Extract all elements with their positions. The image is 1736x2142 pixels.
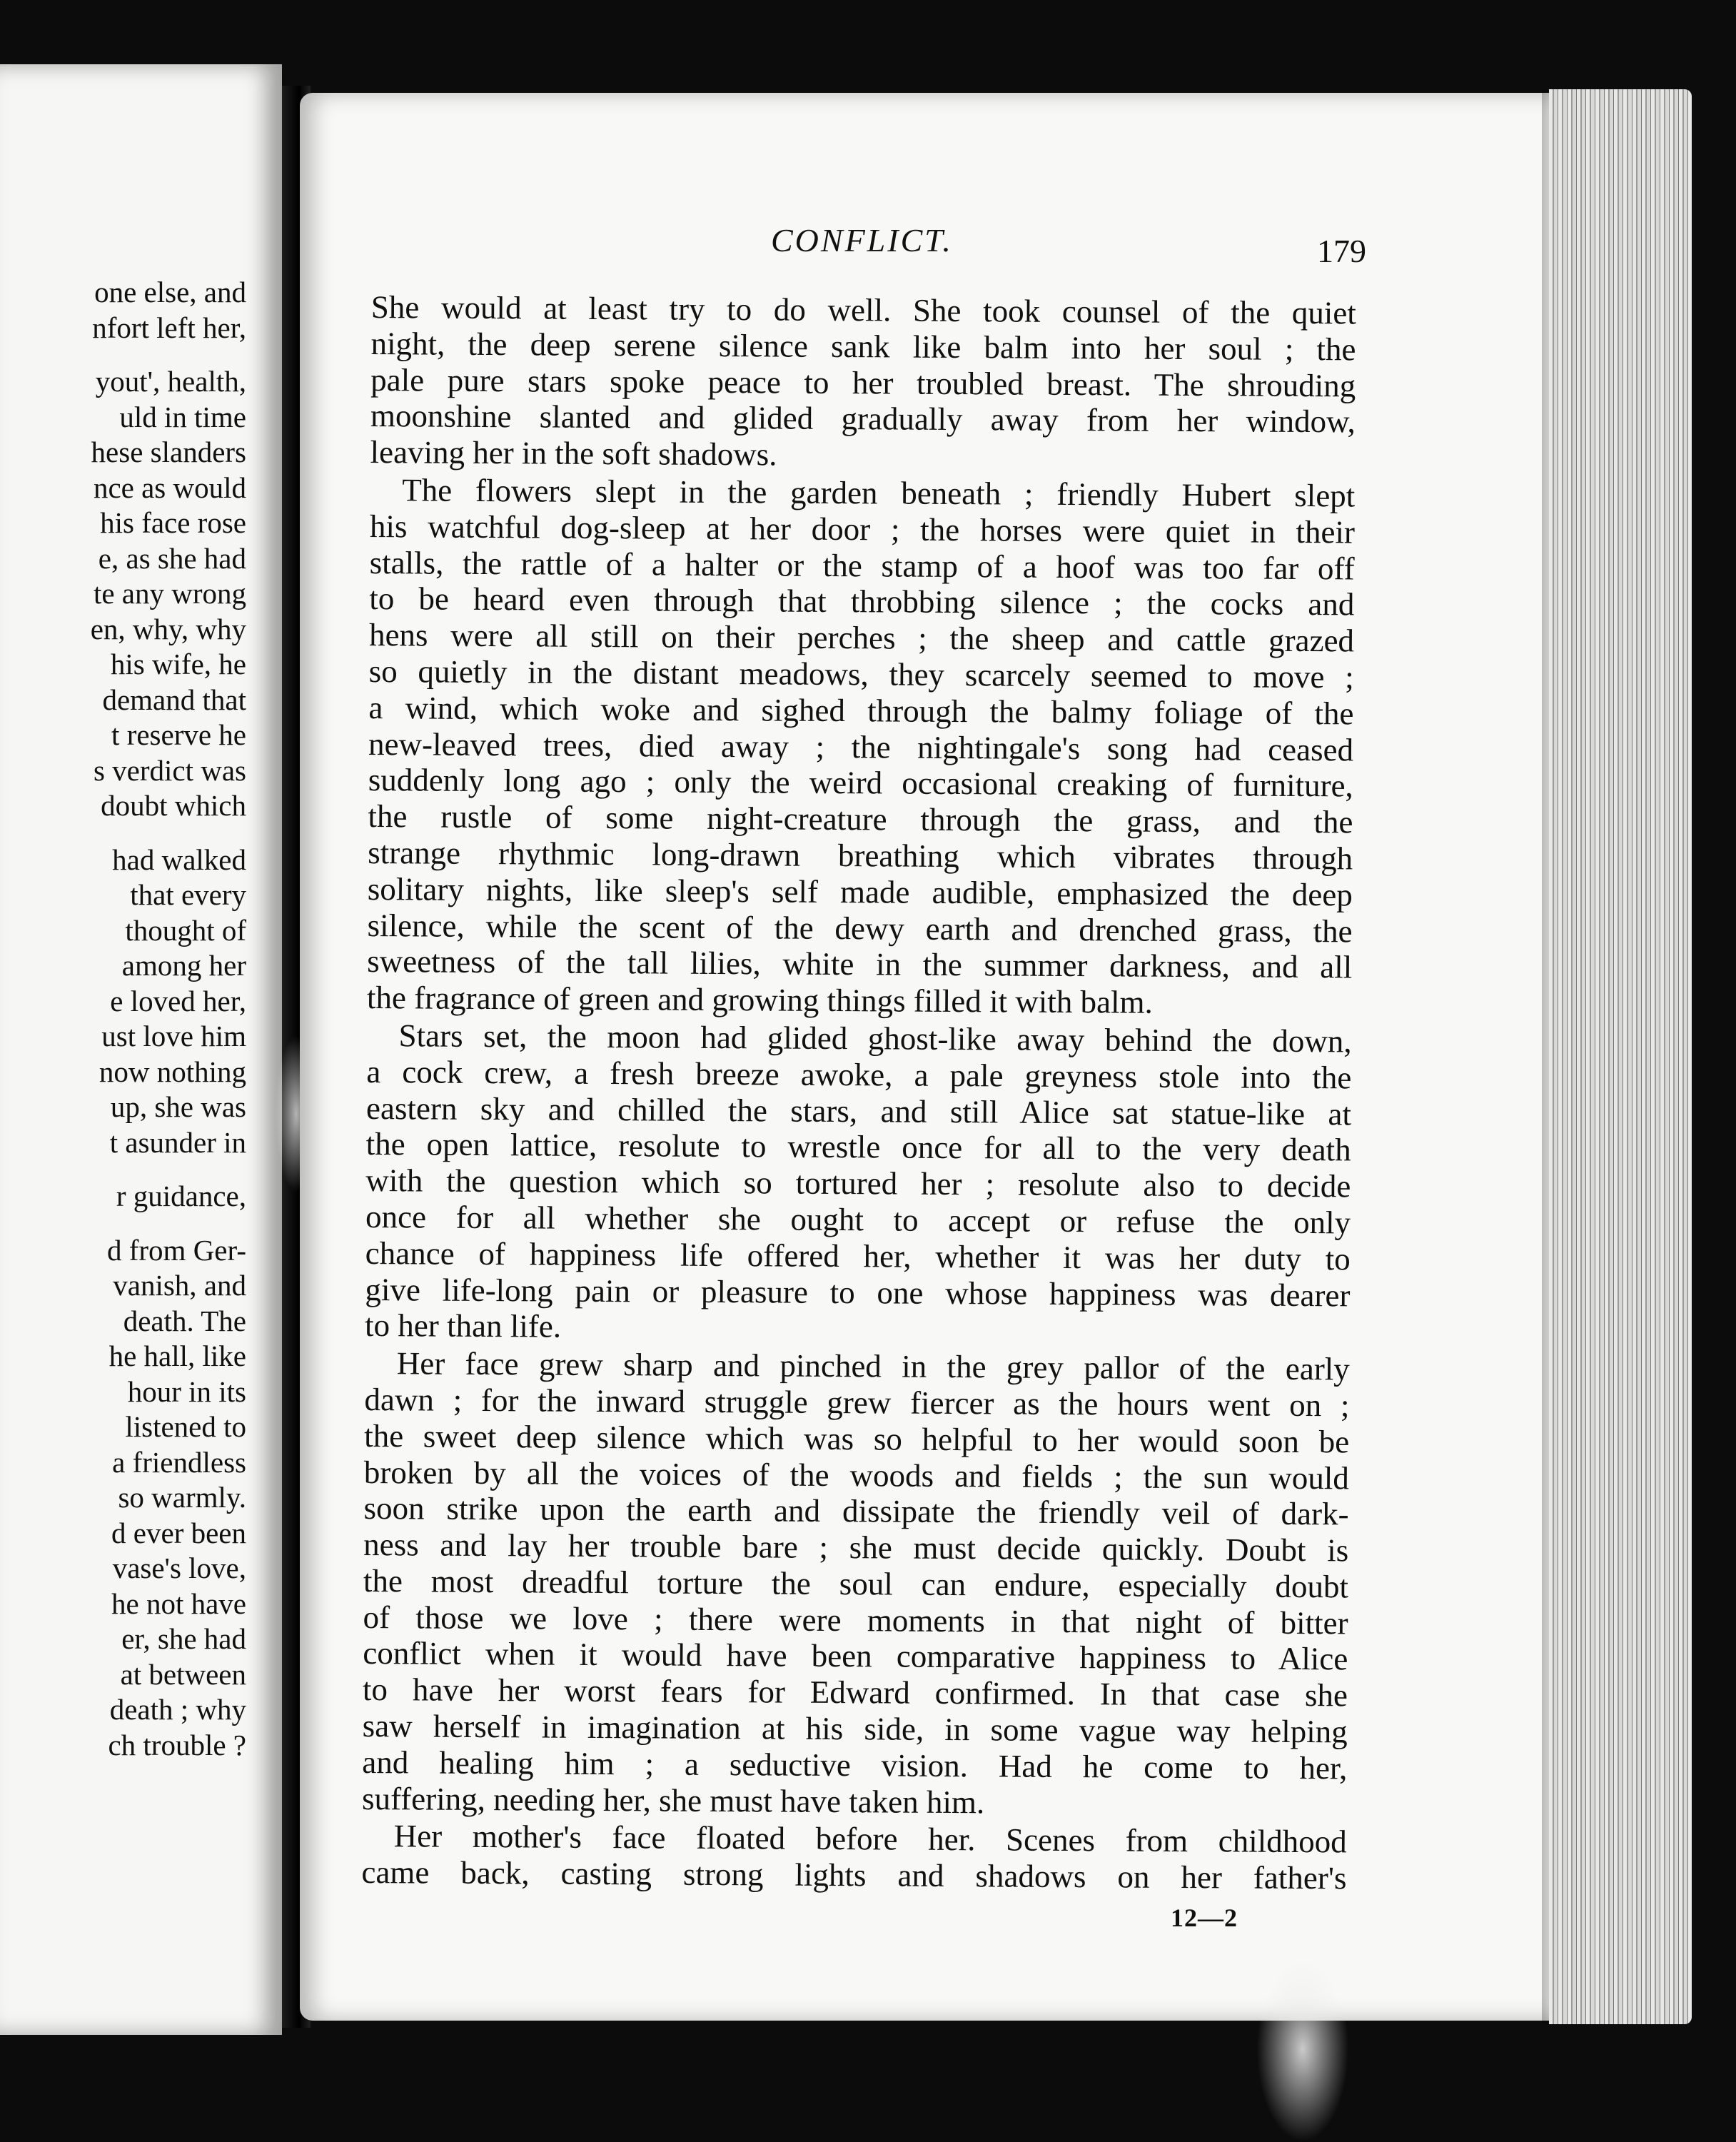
left-page-line: one else, and	[94, 276, 246, 308]
text-line: saw herself in imagination at his side, in some vague way helping	[362, 1708, 1348, 1750]
left-page-line	[0, 346, 246, 364]
left-page-line: death ; why	[109, 1693, 246, 1726]
left-page-line: vase's love,	[112, 1552, 246, 1584]
left-page-line: yout', health,	[95, 365, 246, 398]
text-line: so quietly in the distant meadows, they scarcely seemed to move ;	[368, 653, 1354, 695]
text-line: hens were all still on their perches ; the sheep and cattle grazed	[368, 617, 1355, 659]
text-line: suffering, needing her, she must have taken him.	[361, 1780, 985, 1820]
text-line: eastern sky and chilled the stars, and still Alice sat statue-like at	[365, 1090, 1352, 1132]
left-page-line: te any wrong	[93, 577, 246, 610]
left-page-line: thought of	[125, 913, 246, 947]
paragraph	[370, 289, 1356, 476]
paragraph	[362, 1345, 1350, 1823]
text-line: to have her worst fears for Edward confirmed. In that case she	[362, 1671, 1348, 1714]
left-page-line	[0, 1160, 246, 1179]
left-page-line: en, why, why	[90, 612, 246, 645]
paragraph	[365, 1017, 1352, 1350]
text-line: give life-long pain or pleasure to one whose happiness was dearer	[365, 1271, 1351, 1313]
text-line: came back, casting strong lights and shadows on her father's	[361, 1854, 1347, 1896]
text-line: a cock crew, a fresh breeze awoke, a pale greyness stole into the	[366, 1053, 1352, 1096]
left-page-line	[0, 824, 246, 843]
left-page-line: s verdict was	[93, 753, 246, 787]
text-line: chance of happiness life offered her, whether it was her duty to	[365, 1235, 1351, 1277]
text-line: the open lattice, resolute to wrestle once for all to the very death	[365, 1126, 1351, 1168]
text-line: leaving her in the soft shadows.	[370, 434, 777, 473]
text-line: night, the deep serene silence sank like balm into her soul ; the	[370, 325, 1356, 368]
left-page-line: er, she had	[121, 1622, 246, 1655]
text-line: soon strike upon the earth and dissipate the friendly veil of dark-	[363, 1490, 1349, 1532]
text-line: the most dreadful torture the soul can endure, especially doubt	[363, 1562, 1349, 1605]
text-line: Her face grew sharp and pinched in the grey pallor of the early	[396, 1345, 1350, 1387]
text-line: new-leaved trees, died away ; the nightingale's song had ceased	[368, 725, 1354, 768]
left-page-line: that every	[130, 878, 246, 911]
left-page-line: so warmly.	[118, 1481, 246, 1514]
left-page-line: r guidance,	[116, 1180, 246, 1212]
text-line: his watchful dog-sleep at her door ; the horses were quiet in their	[369, 508, 1356, 550]
left-page-text	[0, 275, 246, 1763]
text-line: The flowers slept in the garden beneath ; friendly Hubert slept	[402, 472, 1356, 514]
text-line: to be heard even through that throbbing silence ; the cocks and	[369, 580, 1355, 623]
page-body-text	[361, 289, 1356, 1898]
text-line: sweetness of the tall lilies, white in the summer darkness, and all	[367, 943, 1353, 985]
left-page-line: nce as would	[93, 471, 246, 504]
text-line: moonshine slanted and glided gradually away from her window,	[370, 398, 1356, 440]
left-page	[0, 64, 282, 2035]
text-line: solitary nights, like sleep's self made audible, emphasized the deep	[367, 870, 1353, 913]
paragraph	[361, 1818, 1347, 1896]
signature-mark: 12—2	[1171, 1904, 1238, 1932]
text-line: pale pure stars spoke peace to her troubled breast. The shrouding	[370, 361, 1356, 404]
text-line: Her mother's face floated before her. Scenes from childhood	[393, 1818, 1347, 1860]
left-page-line: a friendless	[112, 1445, 246, 1479]
text-line: once for all whether she ought to accept or refuse the only	[365, 1198, 1351, 1241]
left-page-line: ust love him	[101, 1020, 246, 1052]
left-page-line: hese slanders	[91, 436, 246, 468]
left-page-line: demand that	[102, 683, 246, 716]
left-page-line	[0, 1215, 246, 1233]
left-page-line: vanish, and	[113, 1269, 246, 1302]
text-line: ness and lay her trouble bare ; she must decide quickly. Doubt is	[363, 1527, 1349, 1569]
text-line: the rustle of some night-creature through the grass, and the	[368, 798, 1353, 840]
left-page-line: death. The	[123, 1304, 246, 1337]
left-page-line: had walked	[112, 843, 246, 876]
left-page-line: he not have	[111, 1587, 246, 1620]
left-page-line: t reserve he	[111, 718, 246, 751]
left-page-line: t asunder in	[109, 1125, 246, 1159]
text-line: of those we love ; there were moments in that night of bitter	[363, 1599, 1348, 1641]
left-page-line: doubt which	[101, 789, 246, 822]
left-page-line: his face rose	[100, 506, 246, 539]
text-line: to her than life.	[364, 1307, 562, 1344]
text-line: a wind, which woke and sighed through the balmy foliage of the	[368, 689, 1354, 732]
left-page-line: e loved her,	[110, 984, 246, 1017]
text-line: suddenly long ago ; only the weird occasional creaking of furniture,	[368, 762, 1353, 804]
left-page-line: among her	[121, 949, 246, 982]
left-page-line: hour in its	[127, 1374, 246, 1408]
left-page-line: he hall, like	[108, 1339, 246, 1372]
text-line: Stars set, the moon had glided ghost-like away behind the down,	[398, 1017, 1352, 1060]
left-page-line: d from Ger-	[107, 1233, 246, 1267]
text-line: broken by all the voices of the woods and fields ; the sun would	[363, 1454, 1350, 1496]
page-edges	[1549, 89, 1692, 2024]
left-page-line: listened to	[125, 1410, 246, 1443]
text-line: strange rhythmic long-drawn breathing which vibrates through	[368, 834, 1353, 877]
left-page-line: d ever been	[111, 1516, 246, 1549]
left-page-line: up, she was	[110, 1090, 246, 1123]
text-line: conflict when it would have been comparative happiness to Alice	[363, 1635, 1348, 1677]
left-page-line: his wife, he	[110, 648, 246, 680]
scan-artifact	[1256, 1956, 1349, 2142]
text-line: She would at least try to do well. She took counsel of the quiet	[370, 289, 1356, 331]
paragraph	[367, 472, 1356, 1022]
left-page-line: ch trouble ?	[108, 1728, 246, 1761]
text-line: stalls, the rattle of a halter or the stamp of a hoof was too far off	[369, 544, 1355, 587]
page-number: 179	[1317, 233, 1366, 269]
left-page-line: e, as she had	[98, 541, 246, 575]
text-line: the sweet deep silence which was so helpful to her would soon be	[364, 1417, 1350, 1460]
text-line: silence, while the scent of the dewy earth and drenched grass, the	[367, 907, 1353, 949]
left-page-line: nfort left her,	[92, 311, 246, 344]
text-line: dawn ; for the inward struggle grew fiercer as the hours went on ;	[364, 1381, 1350, 1424]
left-page-line: at between	[120, 1657, 246, 1691]
running-head: CONFLICT.	[771, 222, 953, 258]
left-page-line: uld in time	[119, 400, 246, 433]
text-line: the fragrance of green and growing things filled it with balm.	[366, 980, 1153, 1020]
left-page-line: now nothing	[99, 1055, 246, 1088]
text-line: with the question which so tortured her ; resolute also to decide	[365, 1162, 1351, 1205]
text-line: and healing him ; a seductive vision. Had he come to her,	[362, 1744, 1348, 1786]
